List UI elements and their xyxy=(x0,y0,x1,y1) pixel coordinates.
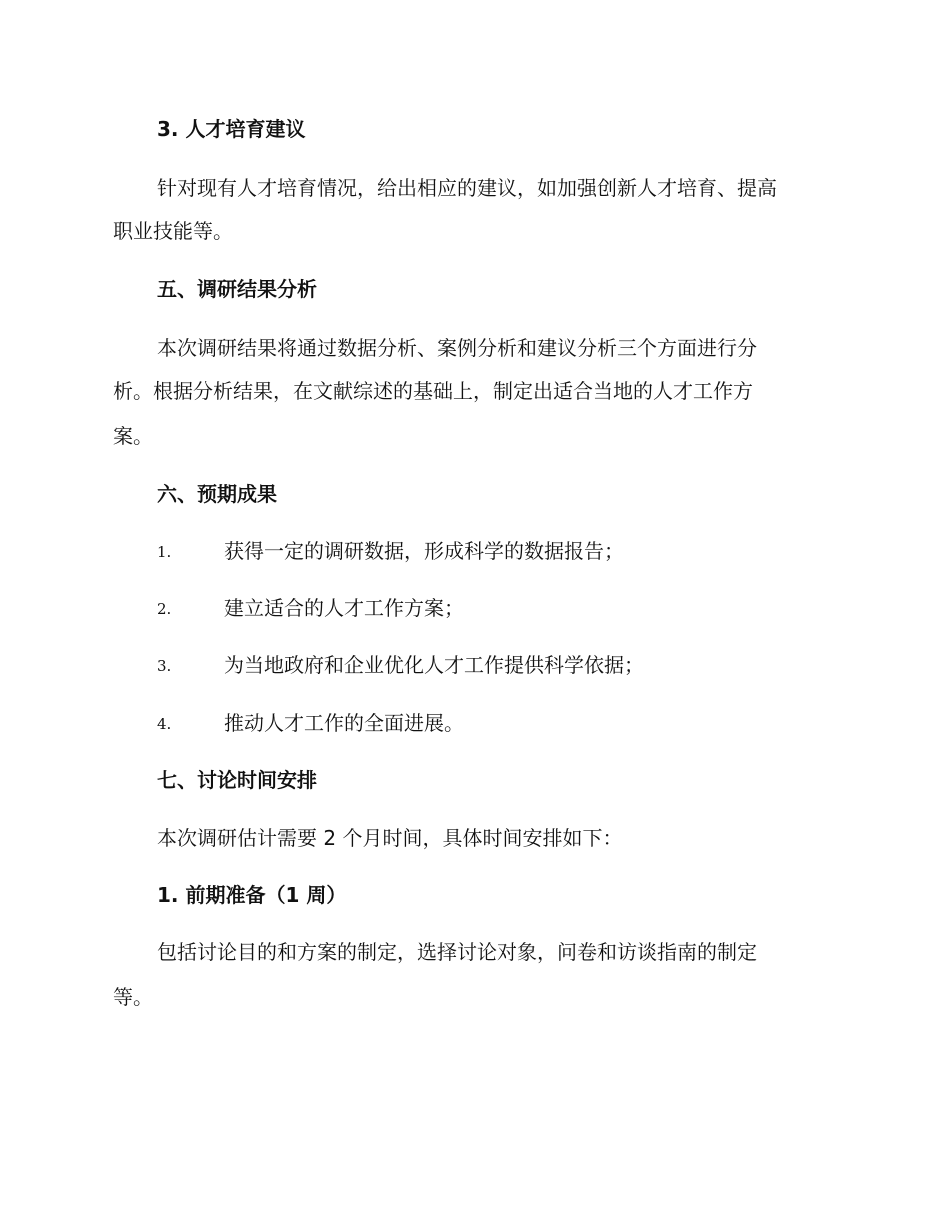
phase-1-heading: 1. 前期准备（1 周） xyxy=(157,883,347,907)
outcome-number: 4. xyxy=(157,715,172,733)
section-5-paragraph-line: 析。根据分析结果，在文献综述的基础上，制定出适合当地的人才工作方 xyxy=(113,379,753,403)
talent-cultivation-paragraph-line: 针对现有人才培育情况，给出相应的建议，如加强创新人才培育、提高 xyxy=(157,176,777,200)
outcome-number: 1. xyxy=(157,543,172,561)
outcome-item: 建立适合的人才工作方案； xyxy=(224,596,464,620)
outcome-item: 为当地政府和企业优化人才工作提供科学依据； xyxy=(224,653,644,677)
section-5-paragraph-line: 本次调研结果将通过数据分析、案例分析和建议分析三个方面进行分 xyxy=(157,336,757,360)
section-7-intro: 本次调研估计需要 2 个月时间，具体时间安排如下： xyxy=(157,826,623,850)
section-5-paragraph-line: 案。 xyxy=(113,424,153,448)
outcome-item: 获得一定的调研数据，形成科学的数据报告； xyxy=(224,539,624,563)
talent-cultivation-heading: 3. 人才培育建议 xyxy=(157,117,306,141)
section-6-heading: 六、预期成果 xyxy=(157,482,277,506)
phase-1-paragraph-line: 等。 xyxy=(113,985,153,1009)
section-7-heading: 七、讨论时间安排 xyxy=(157,768,317,792)
section-5-heading: 五、调研结果分析 xyxy=(157,277,317,301)
outcome-item: 推动人才工作的全面进展。 xyxy=(224,711,464,735)
outcome-number: 3. xyxy=(157,657,172,675)
outcome-number: 2. xyxy=(157,600,172,618)
phase-1-paragraph-line: 包括讨论目的和方案的制定，选择讨论对象，问卷和访谈指南的制定 xyxy=(157,940,757,964)
talent-cultivation-paragraph-line: 职业技能等。 xyxy=(113,219,233,243)
